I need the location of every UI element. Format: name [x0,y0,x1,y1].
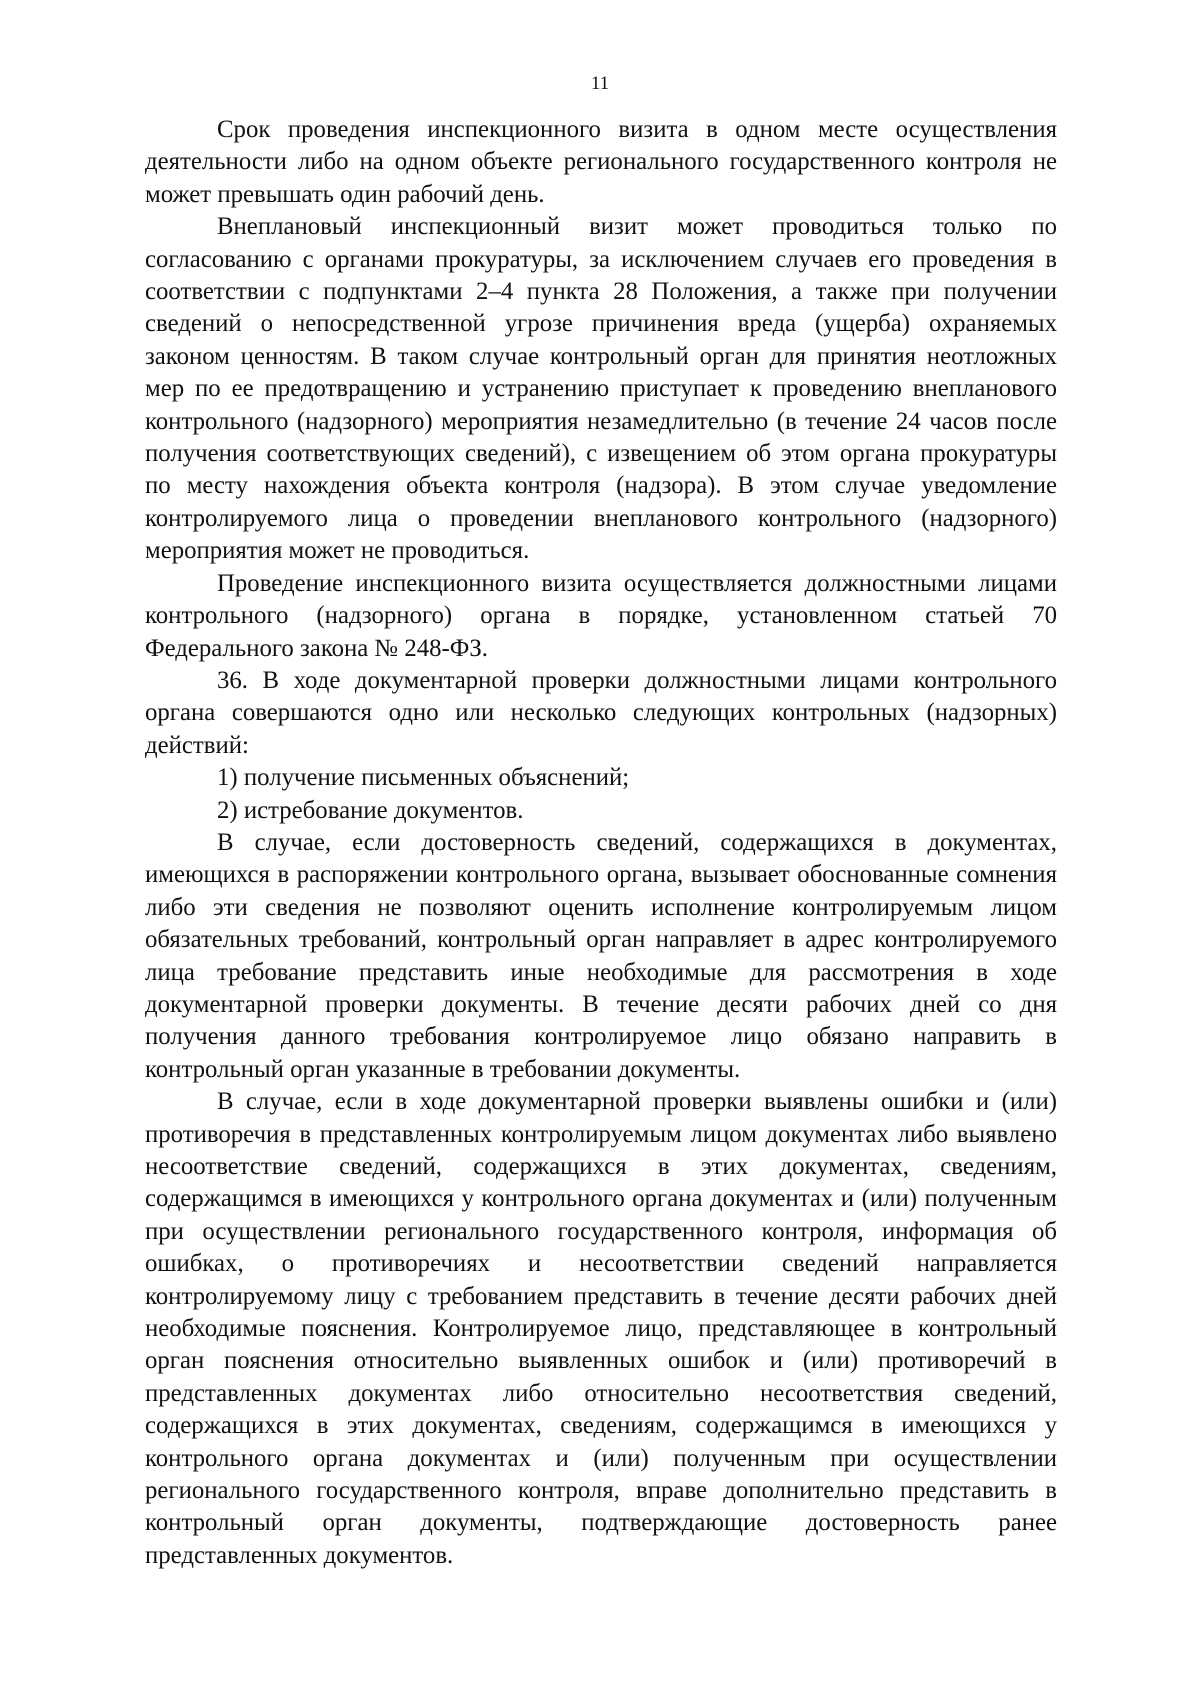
paragraph-reliability-doubts: В случае, если достоверность сведений, содержащихся в документах, имеющихся в распоряжении контрольного органа, вызывает обоснованные сомнения либо эти сведения не позволяют оценить исполнение контролируемым лицом обязательных требований, контрольный орган направляет в адрес контролируемого лица требование представить иные необходимые для рассмотрения в ходе документарной проверки документы. В течение десяти рабочих дней со дня получения данного требования контролируемое лицо обязано направить в контрольный орган указанные в требовании документы. [145,828,1057,1083]
paragraph-visit-conduct: Проведение инспекционного визита осуществляется должностными лицами контрольного (надзорного) органа в порядке, установленном статьей 70 Федерального закона № 248-ФЗ. [145,569,1057,662]
paragraph-inspection-duration: Срок проведения инспекционного визита в одном месте осуществления деятельности либо на одном объекте регионального государственного контроля не может превышать один рабочий день. [145,116,1057,208]
list-item-document-request: 2) истребование документов. [217,796,524,824]
document-body [145,114,1057,1572]
paragraph-errors-contradictions: В случае, если в ходе документарной проверки выявлены ошибки и (или) противоречия в представленных контролируемым лицом документах либо выявлено несоответствие сведений, содержащихся в этих документах, сведениям, содержащимся в имеющихся у контрольного органа документах и (или) полученным при осуществлении регионального государственного контроля, информация об ошибках, о противоречиях и несоответствии сведений направляется контролируемому лицу с требованием представить в течение десяти рабочих дней необходимые пояснения. Контролируемое лицо, представляющее в контрольный орган пояснения относительно выявленных ошибок и (или) противоречий в представленных документах либо относительно несоответствия сведений, содержащихся в этих документах, сведениям, содержащимся в имеющихся у контрольного органа документах и (или) полученным при осуществлении регионального государственного контроля, вправе дополнительно представить в контрольный орган документы, подтверждающие достоверность ранее представленных документов. [145,1088,1057,1569]
list-item-written-explanations: 1) получение письменных объяснений; [217,764,630,792]
paragraph-unscheduled-visit: Внеплановый инспекционный визит может проводиться только по согласованию с органами прокуратуры, за исключением случаев его проведения в соответствии с подпунктами 2–4 пункта 28 Положения, а также при получении сведений о непосредственной угрозе причинения вреда (ущерба) охраняемых законом ценностям. В таком случае контрольный орган для принятия неотложных мер по ее предотвращению и устранению приступает к проведению внепланового контрольного (надзорного) мероприятия незамедлительно (в течение 24 часов после получения соответствующих сведений), с извещением об этом органа прокуратуры по месту нахождения объекта контроля (надзора). В этом случае уведомление контролируемого лица о проведении внепланового контрольного (надзорного) мероприятия может не проводиться. [145,213,1057,565]
page-number: 11 [590,73,610,94]
paragraph-item-36: 36. В ходе документарной проверки должностными лицами контрольного органа совершаются одно или несколько следующих контрольных (надзорных) действий: [145,666,1057,759]
